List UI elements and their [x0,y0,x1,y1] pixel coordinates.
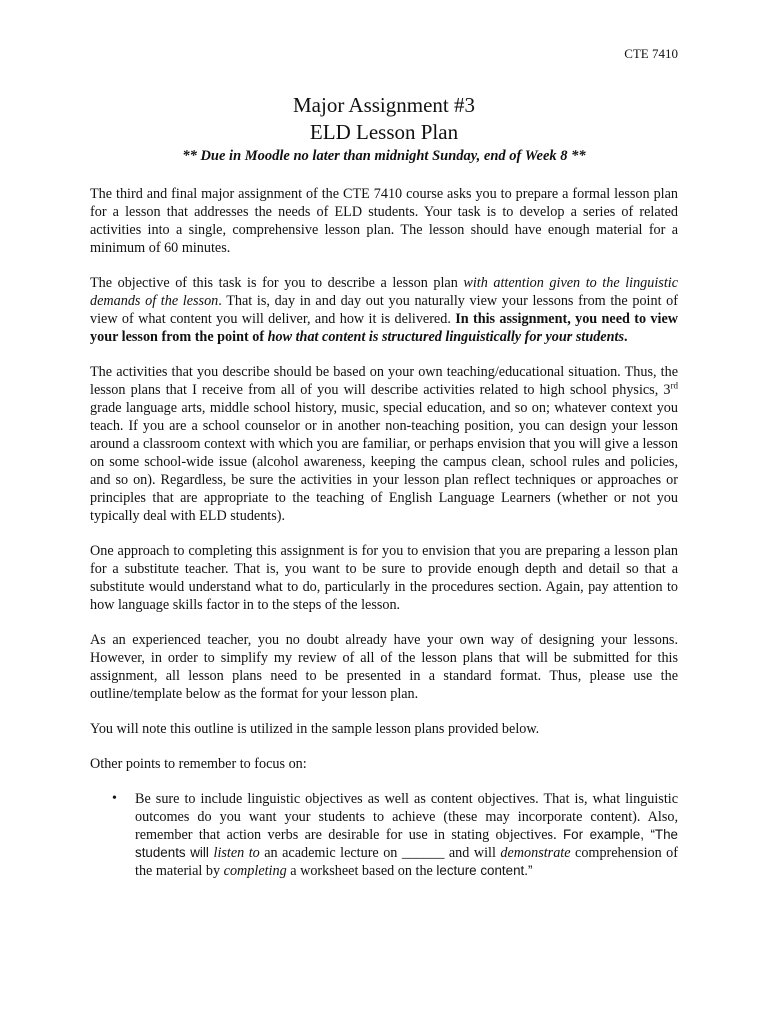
document-body [90,185,678,880]
activities-text-b: grade language arts, middle school history, music, special education, and so on; whatever context you teach. If you are a school counselor or in another non-teaching position, you can design your lesson around a classroom context with which you are familiar, or perhaps envision that you will give a lesson on some school-wide issue (alcohol awareness, keeping the campus clean, school rules and policies, and so on). Regardless, be sure the activities in your lesson plan reflect techniques or approaches or principles that are appropriate to the teaching of English Language Learners (whether or not you typically deal with ELD students). [90,400,678,524]
assignment-subtitle: ELD Lesson Plan [309,120,459,144]
objective-bold-italic: how that content is structured linguistically for your students [267,329,624,345]
title-block [0,92,768,165]
paragraph-substitute: One approach to completing this assignment is for you to envision that you are preparing a lesson plan for a substitute teacher. That is, you want to be sure to provide enough depth and detail so that a substitute would understand what to do, particularly in the procedures section. Again, pay attention to how language skills factor in to the steps of the lesson. [90,543,678,613]
course-code: CTE 7410 [624,46,678,61]
ordinal-suffix: rd [670,380,678,391]
objective-emphasis: with attention given to the linguistic demands of the lesson [90,275,679,309]
bullet-text-h: a worksheet based on the [286,863,437,879]
assignment-title: Major Assignment #3 [293,93,475,117]
paragraph-format: As an experienced teacher, you no doubt already have your own way of designing your lessons. However, in order to simplify my review of all of the lesson plans that will be submitted for this assignment, all lesson plans need to be presented in a standard format. Thus, please use the outline/template below as the format for your lesson plan. [90,632,678,702]
objective-period: . [623,329,628,345]
paragraph-activities [90,363,678,525]
bullet-icon: • [112,791,117,806]
activities-text-a: The activities that you describe should be based on your own teaching/educational situation. Thus, the lesson plans that I receive from all of you will describe activities related to high school physics, 3 [90,364,678,398]
bullet-text-f: comprehension of the material by [135,845,678,879]
bullet-completing: completing [223,863,287,879]
bullet-text-a: Be sure to include linguistic objectives as well as content objectives. That is, what linguistic outcomes do you want your students to achieve (these may incorporate content). Also, remember that action verbs are desirable for use in stating objectives. [135,791,678,843]
due-date-notice: ** Due in Moodle no later than midnight Sunday, end of Week 8 ** [182,148,586,164]
bullet-text-d: an academic lecture on ______ and will [259,845,501,861]
paragraph-objective [90,274,678,346]
objective-text-a: The objective of this task is for you to describe a lesson plan [90,275,464,291]
paragraph-intro: The third and final major assignment of the CTE 7410 course asks you to prepare a formal lesson plan for a lesson that addresses the needs of ELD students. Your task is to develop a series of related activities into a single, comprehensive lesson plan. The lesson should have enough material for a minimum of 60 minutes. [90,186,678,256]
paragraph-outline-note: You will note this outline is utilized in the sample lesson plans provided below. [90,721,540,737]
bullet-example-start: For example, “The students will [135,827,678,860]
bullet-demonstrate: demonstrate [500,845,571,861]
bullet-lecture-content: lecture content.” [436,863,533,878]
list-item [90,790,678,880]
objective-bold: In this assignment, you need to view your lesson from the point of [90,311,679,345]
objective-text-b: . That is, day in and day out you naturally view your lessons from the point of view of what content you will deliver, and how it is delivered. [90,293,679,327]
bullet-listen-to: listen to [213,845,260,861]
points-list [90,790,678,880]
paragraph-other-points: Other points to remember to focus on: [90,756,307,772]
